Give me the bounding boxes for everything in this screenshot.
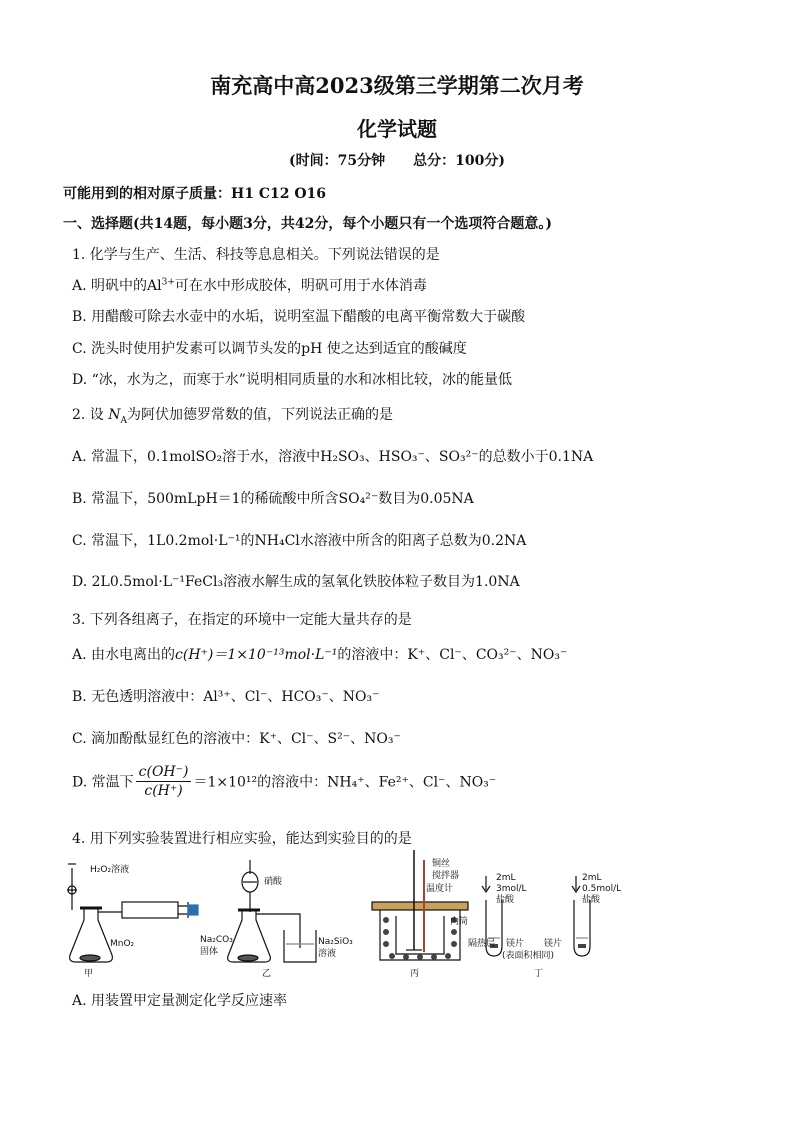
- fraction-denominator: c(H⁺): [144, 783, 183, 799]
- ion-charge: 3+: [161, 277, 175, 288]
- label-h2o2: H₂O₂溶液: [90, 865, 130, 875]
- atomic-mass-line: 可能用到的相对原子质量：H1 C12 O16: [63, 186, 327, 202]
- label-mno2: MnO₂: [110, 939, 135, 949]
- apparatus-bing: [372, 850, 468, 960]
- exam-title: 南充高中高2023级第三学期第二次月考: [210, 73, 584, 98]
- option-a-suffix: 可在水中形成胶体，明矾可用于水体消毒: [174, 278, 427, 294]
- question-3-option-a: [72, 644, 567, 664]
- question-3-option-b: B. 无色透明溶液中：Al³⁺、Cl⁻、HCO₃⁻、NO₃⁻: [72, 689, 380, 705]
- question-3-option-c: C. 滴加酚酞显红色的溶液中：K⁺、Cl⁻、S²⁻、NO₃⁻: [72, 731, 401, 747]
- question-1-option-a: [72, 275, 427, 295]
- label-left-concentration: 3mol/L: [496, 884, 527, 894]
- question-2-option-c: C. 常温下，1L0.2mol·L⁻¹的NH₄Cl水溶液中所含的阳离子总数为0.2NA: [72, 533, 527, 549]
- option-a-prefix: A. 由水电离出的: [72, 647, 176, 663]
- label-stirrer: 搅拌器: [432, 871, 460, 881]
- ratio-fraction: [136, 764, 192, 799]
- concentration-expr: c(H⁺)＝1×10⁻¹³mol·L⁻¹: [175, 647, 338, 663]
- question-2-option-b: B. 常温下，500mLpH＝1的稀硫酸中所含SO₄²⁻数目为0.05NA: [72, 491, 474, 507]
- question-1-stem: 1. 化学与生产、生活、科技等息息相关。下列说法错误的是: [72, 247, 440, 263]
- option-d-suffix: 的溶液中：NH₄⁺、Fe²⁺、Cl⁻、NO₃⁻: [257, 774, 497, 791]
- apparatus-figure: [60, 850, 750, 980]
- question-4-option-a: A. 用装置甲定量测定化学反应速率: [72, 993, 288, 1009]
- caption-jia: 甲: [84, 969, 94, 979]
- caption-yi: 乙: [262, 969, 272, 979]
- caption-bing: 丙: [410, 969, 420, 979]
- question-2-option-a: A. 常温下，0.1molSO₂溶于水，溶液中H₂SO₃、HSO₃⁻、SO₃²⁻的总数小于0.1NA: [72, 449, 594, 465]
- label-thermometer: 温度计: [426, 884, 454, 894]
- avogadro-sub: A: [120, 415, 128, 426]
- ratio-value: ＝1×10¹²: [193, 774, 258, 791]
- label-solid: 固体: [200, 947, 219, 957]
- label-nitric-acid: 硝酸: [264, 877, 283, 887]
- label-copper-wire: 铜丝: [432, 859, 451, 869]
- label-insulation: 隔热层: [468, 939, 496, 949]
- label-same-area-note: (表面积相同): [502, 951, 555, 961]
- fraction-numerator: c(OH⁻): [136, 764, 192, 782]
- stem-prefix: 2. 设: [72, 407, 109, 423]
- label-right-acid: 盐酸: [582, 895, 601, 905]
- question-4-stem: 4. 用下列实验装置进行相应实验，能达到实验目的的是: [72, 831, 412, 847]
- label-na2sio3: Na₂SiO₃: [318, 937, 353, 947]
- question-3-option-d: [72, 764, 496, 799]
- label-right-volume: 2mL: [582, 873, 602, 883]
- label-right-concentration: 0.5mol/L: [582, 884, 622, 894]
- section-heading: 一、选择题(共14题，每小题3分，共42分，每个小题只有一个选项符合题意。): [63, 216, 552, 232]
- question-2-stem: [72, 404, 393, 426]
- label-left-magnesium: 镁片: [506, 939, 525, 949]
- time-info: (时间：75分钟 总分：100分): [289, 153, 505, 169]
- label-right-magnesium: 镁片: [544, 939, 563, 949]
- apparatus-yi: [228, 860, 316, 962]
- option-d-prefix: D. 常温下: [72, 774, 134, 791]
- question-1-option-c: C. 洗头时使用护发素可以调节头发的pH 使之达到适宜的酸碱度: [72, 341, 467, 357]
- subject-title: 化学试题: [357, 117, 437, 141]
- question-2-option-d: D. 2L0.5mol·L⁻¹FeCl₃溶液水解生成的氢氧化铁胶体粒子数目为1.0NA: [72, 574, 520, 590]
- label-left-volume: 2mL: [496, 873, 516, 883]
- question-1-option-b: B. 用醋酸可除去水壶中的水垢，说明室温下醋酸的电离平衡常数大于碳酸: [72, 309, 526, 325]
- label-inner-cylinder: 内筒: [450, 917, 469, 927]
- question-3-stem: 3. 下列各组离子，在指定的环境中一定能大量共存的是: [72, 612, 412, 628]
- label-solution: 溶液: [318, 949, 337, 959]
- option-a-prefix: A. 明矾中的Al: [72, 278, 162, 294]
- label-left-acid: 盐酸: [496, 895, 515, 905]
- avogadro-symbol: N: [108, 407, 121, 423]
- caption-ding: 丁: [534, 969, 544, 979]
- option-a-suffix: 的溶液中：K⁺、Cl⁻、CO₃²⁻、NO₃⁻: [337, 647, 568, 663]
- stem-suffix: 为阿伏加德罗常数的值，下列说法正确的是: [127, 407, 394, 423]
- question-1-option-d: D. “冰，水为之，而寒于水”说明相同质量的水和冰相比较，冰的能量低: [72, 372, 512, 388]
- label-na2co3: Na₂CO₃: [200, 935, 233, 945]
